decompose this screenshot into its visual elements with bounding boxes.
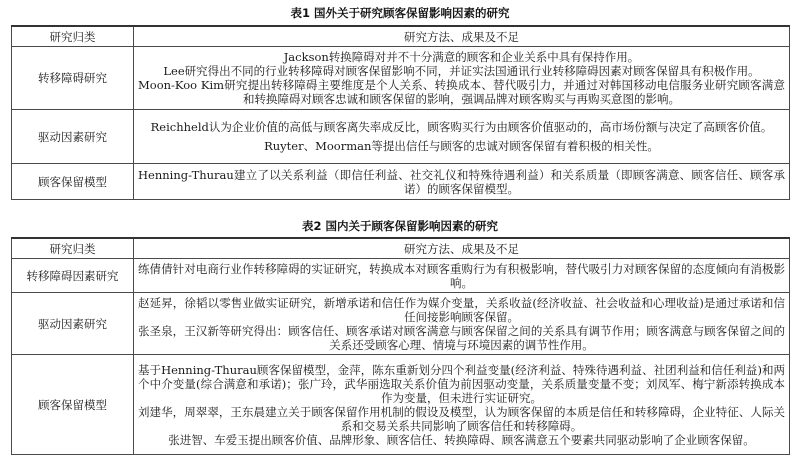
table-header-row xyxy=(12,26,790,47)
row-category: 转移障碍因素研究 xyxy=(12,259,134,293)
row-category: 顾客保留模型 xyxy=(12,164,134,200)
row-paragraph: Reichheld认为企业价值的高低与顾客离失率成反比，顾客购买行为由顾客价值驱动的，高市场份额与决定了高顾客价值。 xyxy=(150,120,773,134)
table-row xyxy=(12,164,790,200)
table-row xyxy=(12,110,790,164)
header-category: 研究归类 xyxy=(12,26,134,47)
table2-caption: 表2 国内关于顾客保留影响因素的研究 xyxy=(301,219,498,233)
table1-caption: 表1 国外关于研究顾客保留影响因素的研究 xyxy=(290,6,510,20)
row-paragraph: Lee研究得出不同的行业转移障碍对顾客保留影响不同，并证实法国通讯行业转移障碍因素对顾客保留具有积极作用。 xyxy=(163,64,760,78)
row-paragraph: 练倩倩针对电商行业作转移障碍的实证研究，转换成本对顾客重购行为有积极影响，替代吸引力对顾客保留的态度倾向有消极影响。 xyxy=(138,261,785,290)
row-paragraph: Jackson转换障碍对并不十分满意的顾客和企业关系中具有保持作用。 xyxy=(283,50,640,64)
table-foreign-research xyxy=(11,25,790,200)
row-content xyxy=(134,293,790,355)
row-paragraph: 张圣泉，王汉新等研究得出：顾客信任、顾客承诺对顾客满意与顾客保留之间的关系具有调节作用；顾客满意与顾客保留之间的关系还受顾客心理、情境与环境因素的调节性作用。 xyxy=(138,323,785,352)
table-row xyxy=(12,355,790,455)
row-content xyxy=(134,110,790,164)
row-paragraph: 刘建华，周翠翠，王东晨建立关于顾客保留作用机制的假设及模型，认为顾客保留的本质是信任和转移障碍，企业特征、人际关系和交易关系共同影响了顾客信任和转移障碍。 xyxy=(138,404,785,433)
table-row xyxy=(12,47,790,110)
table-row xyxy=(12,293,790,355)
row-category: 驱动因素研究 xyxy=(12,293,134,355)
row-content xyxy=(134,47,790,110)
row-paragraph: Moon-Koo Kim研究提出转移障碍主要维度是个人关系、转换成本、替代吸引力，并通过对韩国移动电信服务业研究顾客满意和转换障碍对顾客忠诚和顾客保留的影响，强调品牌对顾客购买与再购买意图的影响。 xyxy=(138,78,785,106)
row-category: 驱动因素研究 xyxy=(12,110,134,164)
row-paragraph: Ruyter、Moorman等提出信任与顾客的忠诚对顾客保留有着积极的相关性。 xyxy=(264,139,659,153)
row-paragraph: 赵延昇，徐韬以零售业做实证研究，新增承诺和信任作为媒介变量，关系收益(经济收益、社会收益和心理收益)是通过承诺和信任间接影响顾客保留。 xyxy=(138,295,785,324)
table-row xyxy=(12,259,790,293)
row-paragraph: Henning-Thurau建立了以关系利益（即信任利益、社交礼仪和特殊待遇利益）和关系质量（即顾客满意、顾客信任、顾客承诺）的顾客保留模型。 xyxy=(138,167,785,196)
row-category: 转移障碍研究 xyxy=(12,47,134,110)
table-header-row xyxy=(12,238,790,259)
row-category: 顾客保留模型 xyxy=(12,355,134,455)
table-domestic-research xyxy=(11,237,790,455)
header-category: 研究归类 xyxy=(12,238,134,259)
row-content xyxy=(134,259,790,293)
row-content xyxy=(134,355,790,455)
header-content: 研究方法、成果及不足 xyxy=(134,26,790,47)
row-paragraph: 张进智、车爱玉提出顾客价值、品牌形象、顾客信任、转换障碍、顾客满意五个要素共同驱动影响了企业顾客保留。 xyxy=(168,432,755,447)
header-content: 研究方法、成果及不足 xyxy=(134,238,790,259)
row-content xyxy=(134,164,790,200)
row-paragraph: 基于Henning-Thurau顾客保留模型，金萍，陈东重新划分四个利益变量(经济利益、特殊待遇利益、社团利益和信任利益)和两个中介变量(综合满意和承诺)；张广玲，武华丽选取关系价值为前因驱动变量，关系质量变量不变；刘凤军、梅宁新添转换成本作为变量，但未进行实证研究。 xyxy=(138,362,785,405)
